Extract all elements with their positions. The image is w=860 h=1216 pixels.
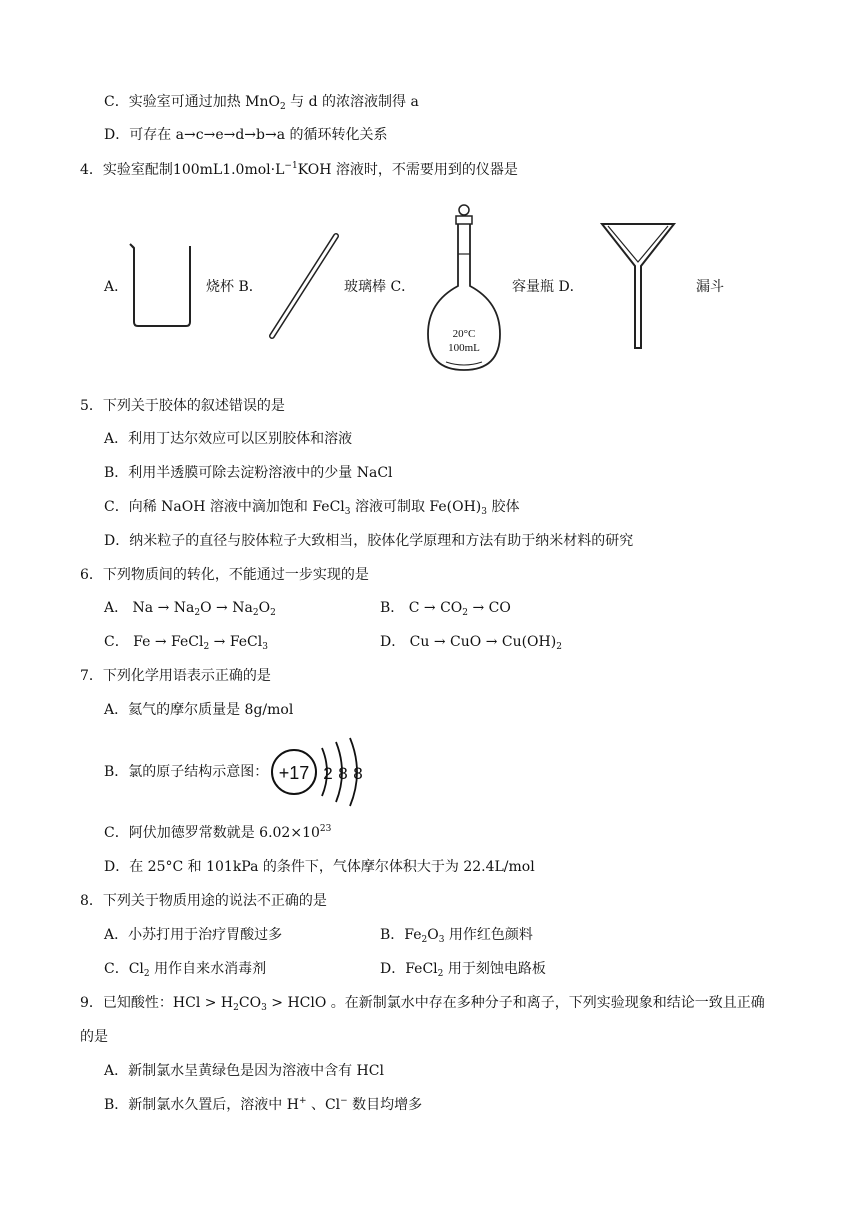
beaker-icon [128, 240, 198, 330]
q5-option-b: B．利用半透膜可除去淀粉溶液中的少量 NaCl [104, 465, 393, 481]
q9-stem-line1: 9．已知酸性：HCl > $H_2CO_3$ > HClO 。在新制氯水中存在多种分子和离子，下列实验现象和结论一致且正确 [80, 995, 765, 1013]
q5-stem: 5．下列关于胶体的叙述错误的是 [80, 398, 285, 414]
flask-temp-label: 20°C [452, 328, 476, 340]
q7-stem: 7．下列化学用语表示正确的是 [80, 668, 271, 684]
q9-stem-line2: 的是 [80, 1029, 108, 1045]
glass-rod-icon [266, 232, 346, 342]
funnel-icon [598, 220, 678, 352]
q6-option-d: D． Cu → CuO → $Cu(OH)_2$ [380, 634, 562, 652]
shell-1-electrons: 2 [323, 764, 333, 783]
q4-option-a-label: A． [104, 279, 129, 295]
q4-funnel-label: 漏斗 [696, 279, 724, 295]
q7-option-c: C．阿伏加德罗常数就是 $6.02\times 10^{23}$ [104, 824, 332, 841]
q5-option-a: A．利用丁达尔效应可以区别胶体和溶液 [104, 431, 353, 447]
q6-option-b: B． $C \to CO_2$ → CO [380, 600, 511, 618]
q9-option-b: B．新制氯水久置后，溶液中 H+ 、Cl− 数目均增多 [104, 1096, 423, 1113]
q8-option-a: A．小苏打用于治疗胃酸过多 [104, 927, 283, 943]
q3-option-c: C．实验室可通过加热 MnO$_2$ 与 d 的浓溶液制得 a [104, 94, 419, 112]
shell-3-electrons: 8 [353, 764, 363, 783]
q6-option-c: C． Fe → FeCl$_2$ → FeCl$_3$ [104, 634, 268, 652]
flask-volume-label: 100mL [448, 342, 480, 354]
q8-option-c: C．$Cl_2$ 用作自来水消毒剂 [104, 961, 267, 979]
q3-option-d: D．可存在 a→c→e→d→b→a 的循环转化关系 [104, 127, 388, 143]
shell-2-electrons: 8 [338, 764, 348, 783]
q4-stem: 4．实验室配制$100mL1.0mol\cdot L^{-1}KOH$ 溶液时，不需要用到的仪器是 [80, 161, 518, 178]
q5-option-c: C．向稀 NaOH 溶液中滴加饱和 FeCl$_3$ 溶液可制取 $Fe(OH)_3$ 胶体 [104, 499, 520, 517]
q6-option-a: A． $Na \to Na_2O \to Na_2O_2$ [104, 600, 276, 618]
q7-option-b: B．氯的原子结构示意图： [104, 764, 269, 780]
q8-option-d: D．FeCl$_2$ 用于刻蚀电路板 [380, 961, 546, 979]
q6-stem: 6．下列物质间的转化，不能通过一步实现的是 [80, 567, 369, 583]
q7-option-d: D．在 25°C 和 101kPa 的条件下，气体摩尔体积大于为 22.4L/mol [104, 859, 535, 875]
nucleus-charge-label: +17 [278, 763, 310, 783]
q9-option-a: A．新制氯水呈黄绿色是因为溶液中含有 HCl [104, 1063, 384, 1079]
q5-option-d: D．纳米粒子的直径与胶体粒子大致相当，胶体化学原理和方法有助于纳米材料的研究 [104, 533, 634, 549]
q7-option-a: A．氦气的摩尔质量是 8g/mol [104, 702, 294, 718]
q4-beaker-label: 烧杯 B． [206, 279, 263, 295]
q8-stem: 8．下列关于物质用途的说法不正确的是 [80, 893, 327, 909]
q4-flask-label: 容量瓶 D． [512, 279, 584, 295]
atom-structure-diagram [270, 736, 380, 808]
q8-option-b: B．$Fe_2O_3$ 用作红色颜料 [380, 927, 533, 945]
volumetric-flask-icon [424, 202, 504, 374]
q4-glass-rod-label: 玻璃棒 C． [344, 279, 416, 295]
